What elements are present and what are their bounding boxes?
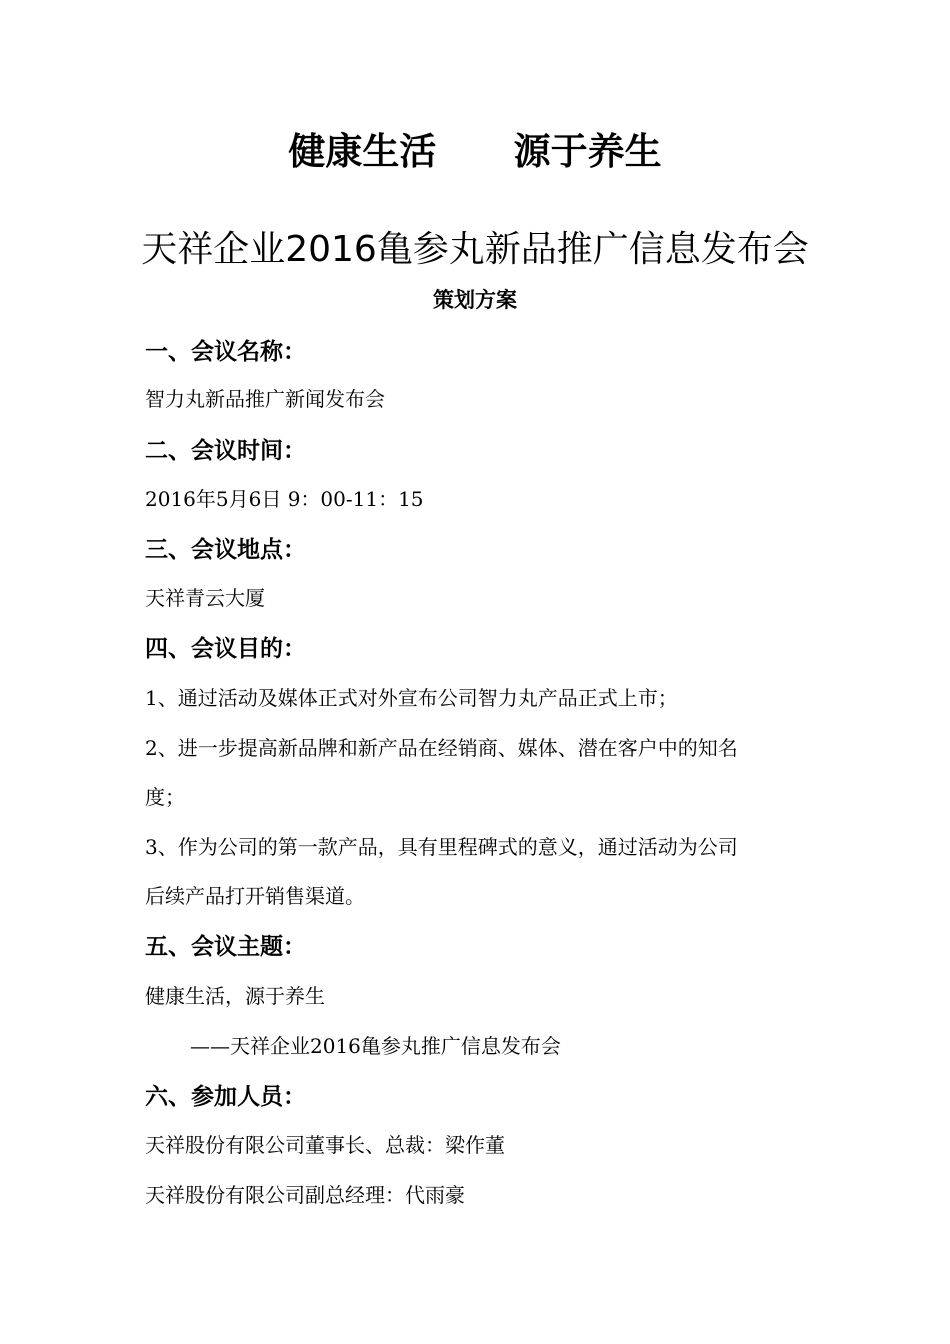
purpose-line: 后续产品打开销售渠道。 [145,884,365,908]
purpose-line: 1、通过活动及媒体正式对外宣布公司智力丸产品正式上市； [145,686,678,710]
section-text-meeting-time: 2016年5月6日 9：00-11：15 [145,487,424,511]
attendee-line: 天祥股份有限公司副总经理：代雨豪 [145,1183,465,1207]
main-title: 天祥企业2016亀参丸新品推广信息发布会 [141,229,809,270]
section-heading-attendees: 六、参加人员： [145,1084,306,1110]
section-heading-meeting-theme: 五、会议主题： [145,934,306,960]
theme-subline: ——天祥企业2016亀参丸推广信息发布会 [190,1034,561,1058]
purpose-line: 2、进一步提高新品牌和新产品在经销商、媒体、潜在客户中的知名 [145,736,738,760]
section-text-meeting-location: 天祥青云大厦 [145,586,265,610]
subtitle: 策划方案 [433,288,517,312]
section-heading-meeting-purpose: 四、会议目的： [145,636,306,662]
attendee-line: 天祥股份有限公司董事长、总裁：梁作董 [145,1133,505,1157]
purpose-line: 3、作为公司的第一款产品，具有里程碑式的意义，通过活动为公司 [145,835,738,859]
section-heading-meeting-time: 二、会议时间： [145,438,306,464]
slogan-heading: 健康生活 源于养生 [288,130,662,173]
section-heading-meeting-name: 一、会议名称： [145,339,306,365]
theme-line: 健康生活，源于养生 [145,984,325,1008]
section-text-meeting-name: 智力丸新品推广新闻发布会 [145,387,385,411]
section-heading-meeting-location: 三、会议地点： [145,537,306,563]
purpose-line: 度； [145,785,185,809]
